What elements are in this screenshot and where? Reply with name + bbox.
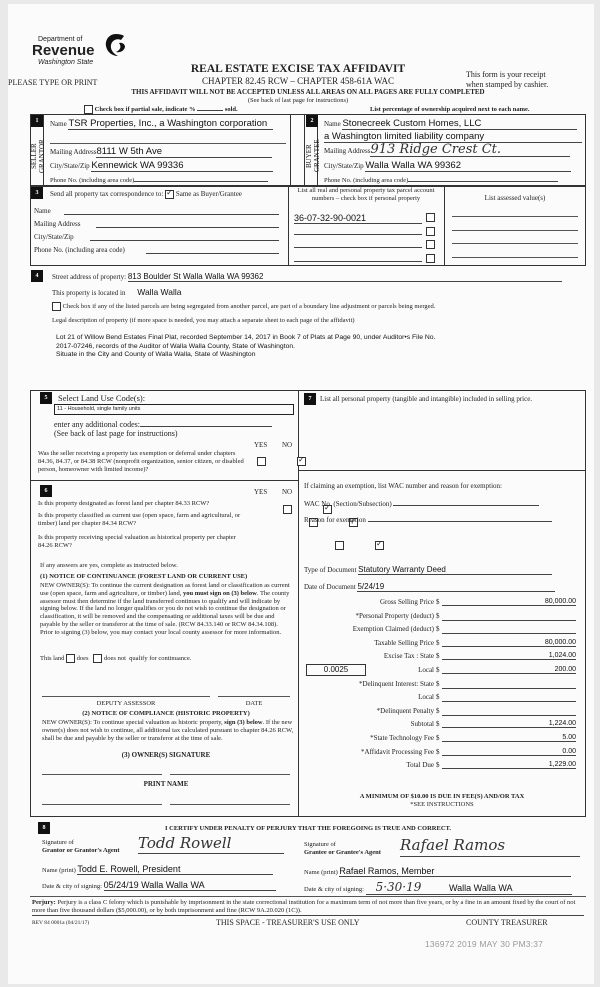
personal-property-checkbox[interactable]	[426, 254, 435, 263]
exemption-no-checkbox[interactable]	[297, 457, 306, 466]
exemption-reason-field[interactable]	[368, 514, 552, 522]
grantee-name-field[interactable]: Rafael Ramos, Member	[339, 866, 571, 877]
amount-row: Total Due $ 1,229.00	[406, 761, 576, 770]
seller-name-line2-field[interactable]	[50, 143, 286, 144]
segregated-row: Check box if any of the listed parcels are being segregated from another parcel, are part of a boundary line adjustment or parcels being merged.	[52, 302, 435, 311]
buyer-name-line2-field[interactable]: a Washington limited liability company	[324, 131, 582, 143]
owner-print-name-field-1[interactable]	[42, 804, 162, 805]
correspondence-name-field[interactable]	[64, 207, 279, 215]
exemption-claimed-field[interactable]	[442, 625, 576, 634]
partial-sale-row: Check box if partial sale, indicate % sold.	[84, 105, 238, 114]
amount-row: *Delinquent Penalty $	[302, 707, 582, 721]
owner-print-name-field-2[interactable]	[170, 804, 290, 805]
amount-row: Local $	[302, 693, 582, 707]
partial-sale-checkbox[interactable]	[84, 105, 93, 114]
assessed-value-field[interactable]	[452, 230, 578, 231]
seller-name-row: Name TSR Properties, Inc., a Washington corporation	[50, 118, 286, 130]
segregated-checkbox[interactable]	[52, 302, 61, 311]
historic-no-checkbox[interactable]	[375, 541, 384, 550]
forest-land-yes-checkbox[interactable]	[283, 505, 292, 514]
correspondence-mailing-field[interactable]	[96, 220, 279, 228]
amount-row: *Delinquent Interest: State $	[302, 680, 582, 694]
does-not-qualify-checkbox[interactable]	[93, 654, 102, 663]
personal-property-checkbox[interactable]	[426, 240, 435, 249]
buyer-name-row: Name Stonecreek Custom Homes, LLC	[324, 118, 582, 130]
deputy-assessor-signature-field[interactable]	[42, 696, 210, 697]
does-qualify-checkbox[interactable]	[66, 654, 75, 663]
buyer-name-field[interactable]: Stonecreek Custom Homes, LLC	[342, 118, 577, 130]
affidavit-processing-fee-field[interactable]: 0.00	[442, 748, 576, 756]
total-due-field[interactable]: 1,229.00	[442, 761, 576, 769]
document-type-field[interactable]: Statutory Warranty Deed	[358, 565, 552, 575]
continuance-row: This land does does not qualify for continuance.	[40, 654, 192, 662]
amount-row: *State Technology Fee $ 5.00	[370, 733, 576, 742]
seller-city-row: City/State/Zip Kennewick WA 99336	[50, 160, 286, 172]
seller-phone-row: Phone No. (including area code)	[50, 175, 286, 184]
gross-selling-price-field[interactable]: 80,000.00	[442, 598, 576, 606]
street-address-row: Street address of property: 813 Boulder St Walla Walla WA 99362	[52, 272, 584, 282]
delinquent-interest-state-field[interactable]	[442, 680, 576, 689]
seller-phone-field[interactable]	[134, 175, 268, 182]
additional-codes-field[interactable]	[140, 419, 272, 427]
grantor-signature-field[interactable]: Todd Rowell	[138, 833, 284, 854]
excise-tax-local-field[interactable]: 200.00	[442, 666, 576, 674]
assessed-value-field[interactable]	[452, 243, 578, 244]
partial-sale-percent-field[interactable]	[197, 110, 223, 111]
amount-row: Subtotal $ 1,224.00	[410, 720, 576, 729]
same-as-buyer-checkbox[interactable]	[165, 190, 174, 199]
form-title: REAL ESTATE EXCISE TAX AFFIDAVIT	[190, 63, 406, 75]
parcel-row	[294, 249, 440, 267]
located-in-row: This property is located in Walla Walla	[52, 287, 182, 297]
historic-yes-checkbox[interactable]	[335, 541, 344, 550]
seller-mailing-row: Mailing Address8111 W 5th Ave	[50, 146, 286, 158]
amount-row: Exemption Claimed (deduct) $	[302, 625, 582, 639]
tax-calculation-table	[302, 598, 582, 775]
subtotal-field[interactable]: 1,224.00	[442, 720, 576, 728]
assessor-date-field[interactable]	[218, 696, 290, 697]
affidavit-page: Department of Revenue Washington State PLEASE TYPE OR PRINT REAL ESTATE EXCISE TAX AFFIDAVIT CHAPTER 82.45 RCW – CHAPTER 458-61A WAC This form is your receipt when stamped by cashier. THIS AFFIDAVIT WILL NOT BE ACCEPTED UNLESS ALL AREAS ON ALL PAGES ARE FULLY COMPLETED (See back of last page for instructions) Check box if partial sale, indicate % sold. List percentage of ownership acquired next to each name. 1 SELLER GRANTOR Name TSR Properties, Inc., a Washington corporation Mailing Address8111 W 5th Ave City/State/Zip Kennewick WA 99336 Phone No. (including area code) 2 BUYER GRANTEE Name Stonecreek Custom Homes, LLC a Washington limited liability company Mailing Address913 Ridge Crest Ct. City/State/Zip Walla Walla WA 99362 Phone No. (including area code) 3 Send all property tax correspondence to: ✓ Same as Buyer/Grantee Name Mailing Address City/State/Zip Phone No. (including area code) List all real and personal property tax parcel account numbers – check box if personal property List assessed value(s) 36-07-32-90-0021 4 Street address of property: 813 Boulder St Walla Walla WA 99362 This property is located in Walla Walla Check box if any of the listed parcels are being segregated from another parcel, are part of a boundary line adjustment or parcels being merged. Legal description of property (if more space is needed, you may attach a separate sheet to each page of the affidavit) Lot 21 of Willow Bend Estates Final Plat, recorded September 14, 2017 in Book 7 of Plats at Page 90, under Auditor•s File No. 2017-07246, records of the Auditor of Walla Walla County, State of Washington. Situate in the City and County of Walla Walla, State of Washington 5 Select Land Use Code(s): 11 - Household, single family units enter any additional codes: (See back of last page for instructions) YES NO Was the seller receiving a property tax exemption or deferral under chapters 84.36, 84.37, or 84.38 RCW (nonprofit organization, senior citizen, or disabled person, homeowner with limited income)? ✓ 6 YES NO Is this property designated as forest land per chapter 84.33 RCW? ✓ Is this property classified as current use (open space, farm and agricultural, or timber) land per chapter 84.34 RCW? ✓ Is this property receiving special valuation as historical property per chapter 84.26 RCW? ✓ If any answers are yes, complete as instructed below. (1) NOTICE OF CONTINUANCE (FOREST LAND OR CURRENT USE) NEW OWNER(S): To continue the current designation as forest land or classification as current use (open space, farm and agriculture, or timber) land, you must sign on (3) below. The county assessor must then determine if the land transferred continues to qualify and will indicate by signing below. If the land no longer qualifies or you do not wish to continue the designation or classification, it will be removed and the compensating or additional taxes will be due and payable by the seller or transferor at the time of sale. (RCW 84.33.140 or RCW 84.34.108). Prior to signing (3) below, you may contact your local county assessor for more information. This land does does not qualify for continuance. DEPUTY ASSESSOR DATE (2) NOTICE OF COMPLIANCE (HISTORIC PROPERTY) NEW OWNER(S): To continue special valuation as historic property, sign (3) below. If the new owner(s) does not wish to continue, all additional tax calculated pursuant to chapter 84.26 RCW, shall be due and payable by the seller or transferor at the time of sale. (3) OWNER(S) SIGNATURE PRINT NAME 7 List all personal property (tangible and intangible) included in selling price. If claiming an exemption, list WAC number and reason for exemption: WAC No. (Section/Subsection) Reason for exemption Type of Document Statutory Warranty Deed Date of Document 5/24/19 Gross Selling Price $ 80,000.00 *Personal Property (deduct) $ Exemption Claimed (deduct) $ Taxable Selling Price $ 80,000.00 Excise Tax : State $ 1,024.00 0.0025 Local $ 200.00 *Delinquent Interest: State $ Local $ *Delinquent Penalty $ Subtotal $ 1,224.00 *State Technology Fee $ 5.00 *Affidavit Processing Fee $ 0.00 Total Due $ 1,229.00 A MINIMUM OF $10.00 IS DUE IN FEE(S) AND/OR TAX *SEE INSTRUCTIONS 8 I CERTIFY UNDER PENALTY OF PERJURY THAT THE FOREGOING IS TRUE AND CORRECT. Signature of Grantor or Grantor's Agent Todd Rowell Name (print) Todd E. Rowell, President Date & city of signing: 05/24/19 Walla Walla WA Signature of Grantee or Grantee's Agent Rafael Ramos Name (print) Rafael Ramos, Member Date & city of signing: 5·30·19 Walla Walla WA Perjury: Perjury is a class C felony which is punishable by imprisonment in the state correctional institution for a maximum term of not more than five years, or by a fine in an amount fixed by the court of not more than five thousand dollars ($5,000.00), or by both imprisonment and fine (RCW 9A.20.020 (1C)). REV 84 0001a (04/21/17) THIS SPACE - TREASURER'S USE ONLY COUNTY TREASURER 136972 2019 MAY 30 PM3:37	[8, 4, 594, 984]
parcel-number-field[interactable]	[294, 226, 422, 235]
local-rate-field[interactable]: 0.0025	[306, 664, 366, 676]
owner-signature-field-1[interactable]	[42, 774, 162, 775]
notice-of-continuance-text: NEW OWNER(S): To continue the current designation as forest land or classification as current use (open space, farm and agriculture, or timber) land, you must sign on (3) below. The county assessor must then determine if the land transferred continues to qualify and will indicate by signing below. If the land no longer qualifies or you do not wish to continue the designation or classification, it will be removed and the compensating or additional taxes will be due and payable by the seller or transferor at the time of sale. (RCW 84.33.140 or RCW 84.34.108). Prior to signing (3) below, you may contact your local county assessor for more information.	[40, 582, 290, 636]
parcel-number-field[interactable]	[294, 253, 422, 262]
buyer-mailing-field[interactable]: 913 Ridge Crest Ct.	[370, 144, 570, 157]
parcel-number-field[interactable]: 36-07-32-90-0021	[294, 213, 422, 224]
dor-swoosh-icon	[104, 32, 128, 58]
delinquent-interest-local-field[interactable]	[442, 693, 576, 702]
buyer-mailing-row: Mailing Address913 Ridge Crest Ct.	[324, 144, 582, 157]
correspondence-city-field[interactable]	[90, 233, 279, 241]
located-in-field[interactable]: Walla Walla	[137, 287, 182, 297]
seller-city-field[interactable]: Kennewick WA 99336	[91, 160, 273, 172]
assessed-value-field[interactable]	[452, 216, 578, 217]
buyer-city-row: City/State/Zip Walla Walla WA 99362	[324, 160, 582, 172]
buyer-phone-row: Phone No. (including area code)	[324, 175, 582, 184]
treasurer-stamp: 136972 2019 MAY 30 PM3:37	[425, 939, 544, 949]
excise-tax-state-field[interactable]: 1,024.00	[442, 652, 576, 660]
grantor-name-field[interactable]: Todd E. Rowell, President	[77, 864, 273, 875]
amount-row: Excise Tax : State $ 1,024.00	[383, 652, 576, 661]
amount-row: Taxable Selling Price $ 80,000.00	[374, 638, 576, 647]
amount-row: 0.0025 Local $ 200.00	[302, 666, 582, 680]
buyer-city-field[interactable]: Walla Walla WA 99362	[365, 160, 571, 172]
legal-description[interactable]: Lot 21 of Willow Bend Estates Final Plat, recorded September 14, 2017 in Book 7 of Plats at Page 90, under Auditor•s File No. 2017-07246, records of the Auditor of Walla Walla County, State of Washington. Situate in the City and County of Walla Walla, State of Washington	[56, 334, 436, 358]
notice-of-compliance-text: NEW OWNER(S): To continue special valuation as historic property, sign (3) below. If the new owner(s) does not wish to continue, all additional tax calculated pursuant to chapter 84.26 RCW, shall be due and payable by the seller or transferor at the time of sale.	[42, 719, 294, 742]
seller-name-field[interactable]: TSR Properties, Inc., a Washington corporation	[68, 118, 273, 130]
assessed-value-field[interactable]	[452, 257, 578, 258]
grantee-signature-field[interactable]: Rafael Ramos	[400, 834, 580, 857]
exemption-yes-checkbox[interactable]	[257, 457, 266, 466]
delinquent-penalty-field[interactable]	[442, 707, 576, 716]
personal-property-checkbox[interactable]	[426, 213, 435, 222]
amount-row: Gross Selling Price $ 80,000.00	[379, 598, 576, 606]
correspondence-row: Send all property tax correspondence to: ✓ Same as Buyer/Grantee	[50, 190, 242, 199]
perjury-notice: Perjury: Perjury is a class C felony which is punishable by imprisonment in the state correctional institution for a maximum term of not more than five years, or by a fine in an amount fixed by the court of not more than five thousand dollars ($5,000.00), or by both imprisonment and fine (RCW 9A.20.020 (1C)).	[32, 899, 584, 916]
taxable-selling-price-field[interactable]: 80,000.00	[442, 639, 576, 647]
amount-row: *Personal Property (deduct) $	[302, 612, 582, 626]
dor-logo: Department of Revenue Washington State	[26, 30, 136, 74]
owner-signature-field-2[interactable]	[170, 774, 290, 775]
grantor-date-city-field[interactable]: 05/24/19 Walla Walla WA	[104, 880, 276, 891]
document-date-field[interactable]: 5/24/19	[357, 582, 555, 592]
land-use-code-select[interactable]: 11 - Household, single family units	[54, 404, 294, 415]
parcel-number-field[interactable]	[294, 239, 422, 248]
personal-property-deduct-field[interactable]	[442, 612, 576, 621]
buyer-phone-field[interactable]	[408, 175, 558, 182]
seller-mailing-field[interactable]: 8111 W 5th Ave	[96, 146, 272, 158]
wac-number-field[interactable]	[393, 498, 539, 506]
correspondence-phone-field[interactable]	[146, 246, 279, 254]
grantee-date-city-field[interactable]: Date & city of signing: 5·30·19 Walla Walla WA	[304, 880, 582, 895]
street-address-field[interactable]: 813 Boulder St Walla Walla WA 99362	[128, 272, 562, 282]
state-technology-fee-field[interactable]: 5.00	[442, 734, 576, 742]
amount-row: *Affidavit Processing Fee $ 0.00	[361, 747, 576, 756]
